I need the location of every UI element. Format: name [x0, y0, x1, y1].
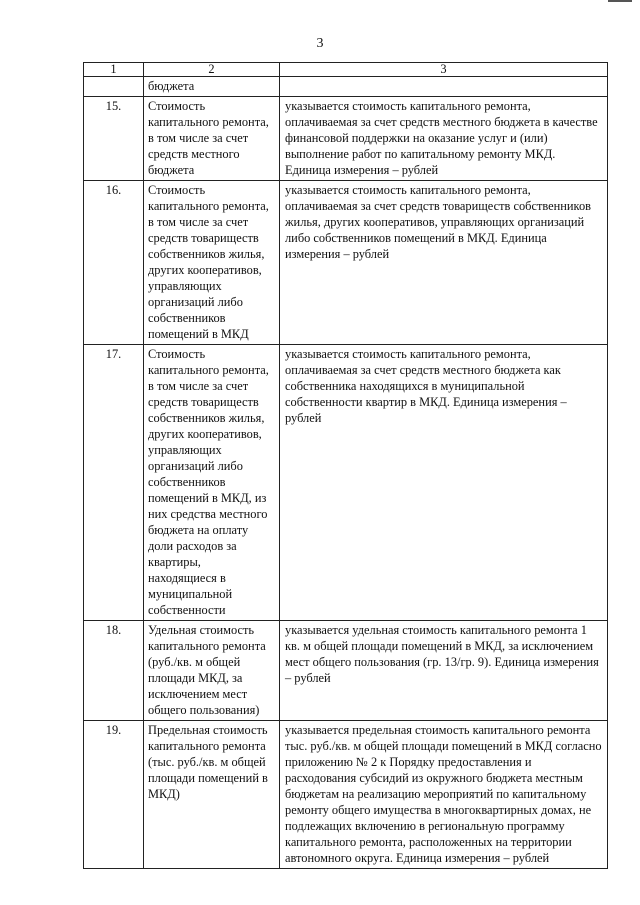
page-number: 3 [316, 36, 324, 51]
row-number: 19. [84, 721, 144, 869]
table-row-18 [84, 621, 608, 721]
table-row-17 [84, 345, 608, 621]
document-table [83, 62, 608, 869]
row-number: 16. [84, 181, 144, 345]
row-description: указывается предельная стоимость капитального ремонта тыс. руб./кв. м общей площади помещений в МКД согласно приложению № 2 к Порядку предоставления и расходования субсидий из окружного бюджета местным бюджетам на реализацию мероприятий по капитальному ремонту общего имущества в многоквартирных домах, не подлежащих включению в региональную программу капитального ремонта, расположенных на территории автономного округа. Единица измерения – рублей [280, 721, 608, 869]
header-cell-3: 3 [280, 63, 608, 77]
header-cell-2: 2 [144, 63, 280, 77]
row-name: Стоимость капитального ремонта, в том числе за счет средств товариществ собственников жилья, других кооперативов, управляющих организаций либо собственников помещений в МКД, из них средства местного бюджета на оплату доли расходов за квартиры, находящиеся в муниципальной собственности [144, 345, 280, 621]
row-name: Стоимость капитального ремонта, в том числе за счет средств местного бюджета [144, 97, 280, 181]
scan-corner-mark [608, 0, 632, 2]
table-row-15 [84, 97, 608, 181]
row-description [280, 77, 608, 97]
row-description: указывается стоимость капитального ремонта, оплачиваемая за счет средств товариществ собственников жилья, других кооперативов, управляющих организаций либо собственников помещений в МКД. Единица измерения – рублей [280, 181, 608, 345]
table-row-16 [84, 181, 608, 345]
row-description: указывается стоимость капитального ремонта, оплачиваемая за счет средств местного бюджета в качестве финансовой поддержки на оказание услуг и (или) выполнение работ по капитальному ремонту МКД. Единица измерения – рублей [280, 97, 608, 181]
row-name: Предельная стоимость капитального ремонта (тыс. руб./кв. м общей площади помещений в МКД) [144, 721, 280, 869]
row-description: указывается удельная стоимость капитального ремонта 1 кв. м общей площади помещений в МКД, за исключением мест общего пользования (гр. 13/гр. 9). Единица измерения – рублей [280, 621, 608, 721]
table-row-19 [84, 721, 608, 869]
table-row-continuation [84, 77, 608, 97]
row-name: Стоимость капитального ремонта, в том числе за счет средств товариществ собственников жилья, других кооперативов, управляющих организаций либо собственников помещений в МКД [144, 181, 280, 345]
row-name: бюджета [144, 77, 280, 97]
row-number: 18. [84, 621, 144, 721]
table-header-row [84, 63, 608, 77]
row-number: 17. [84, 345, 144, 621]
header-cell-1: 1 [84, 63, 144, 77]
row-description: указывается стоимость капитального ремонта, оплачиваемая за счет средств местного бюджета как собственника находящихся в муниципальной собственности квартир в МКД. Единица измерения – рублей [280, 345, 608, 621]
row-number [84, 77, 144, 97]
row-name: Удельная стоимость капитального ремонта (руб./кв. м общей площади МКД, за исключением мест общего пользования) [144, 621, 280, 721]
row-number: 15. [84, 97, 144, 181]
